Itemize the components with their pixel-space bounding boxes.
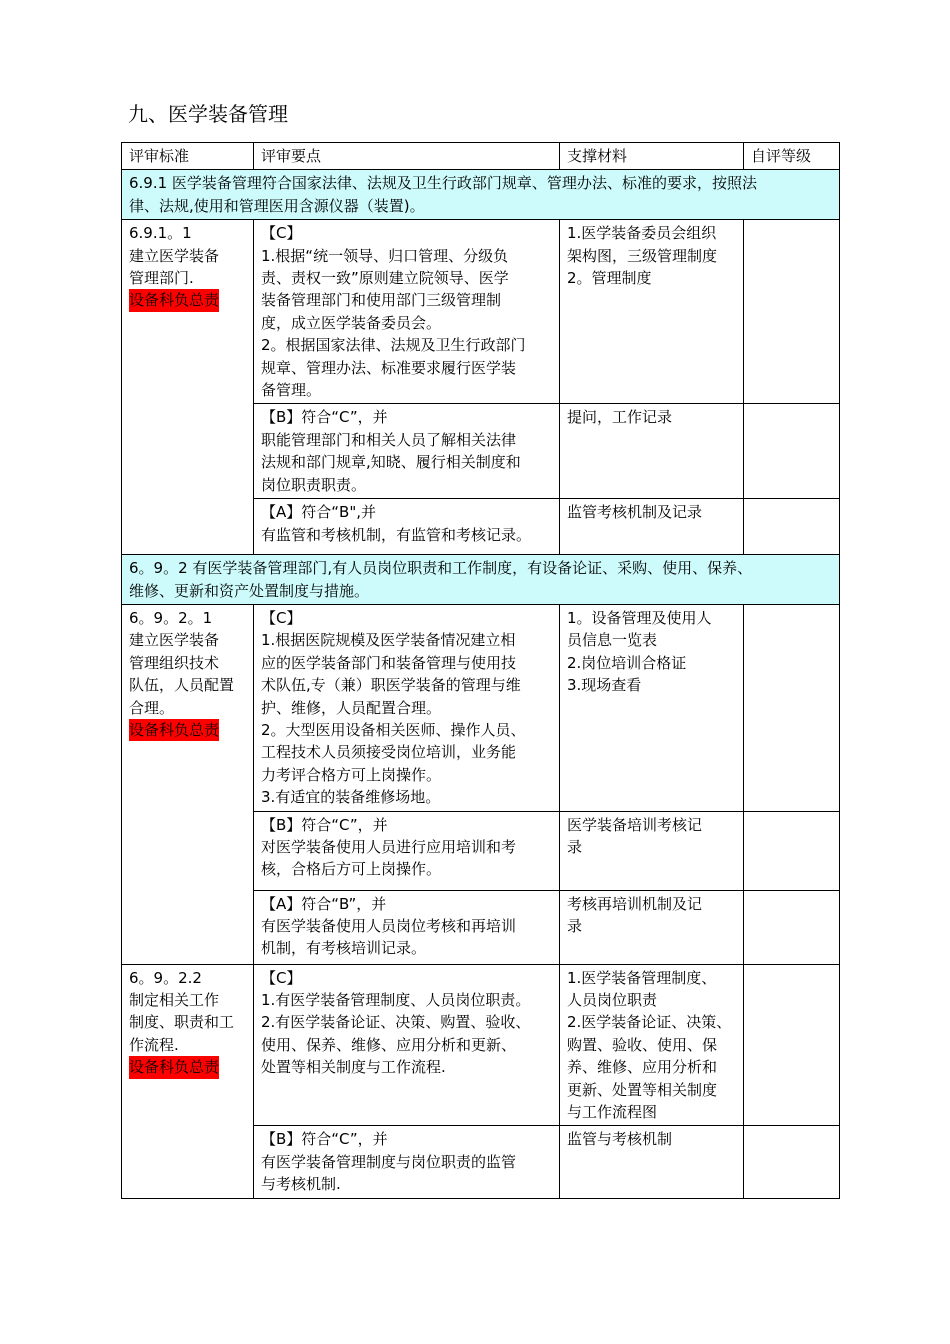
self-grade-cell[interactable] bbox=[744, 811, 840, 890]
material-line: 录 bbox=[567, 837, 583, 856]
point-line: 1.有医学装备管理制度、人员岗位职责。 bbox=[261, 990, 531, 1009]
self-grade-cell[interactable] bbox=[744, 499, 840, 555]
header-self-grade: 自评等级 bbox=[744, 143, 840, 170]
section-heading-line: 6.9.1 医学装备管理符合国家法律、法规及卫生行政部门规章、管理办法、标准的要求，按照法 bbox=[129, 174, 757, 193]
material-line: 考核再培训机制及记 bbox=[567, 894, 703, 913]
points-cell bbox=[254, 220, 560, 404]
section-heading-line: 维修、更新和资产处置制度与措施。 bbox=[129, 581, 370, 600]
table-row bbox=[122, 964, 840, 1126]
point-line: 【A】符合“B”，并 bbox=[261, 894, 387, 913]
table-row bbox=[122, 604, 840, 811]
materials-cell bbox=[560, 604, 744, 811]
standard-line: 建立医学装备 bbox=[129, 246, 220, 265]
standard-line: 6.9.1。1 bbox=[129, 224, 192, 243]
points-cell bbox=[254, 499, 560, 555]
point-line: 规章、管理办法、标准要求履行医学装 bbox=[261, 358, 517, 377]
responsibility-tag: 设备科负总责 bbox=[129, 719, 219, 741]
point-line: 有医学装备使用人员岗位考核和再培训 bbox=[261, 916, 517, 935]
point-line: 度，成立医学装备委员会。 bbox=[261, 313, 442, 332]
point-line: 3.有适宜的装备维修场地。 bbox=[261, 788, 441, 807]
section-heading bbox=[122, 170, 840, 220]
point-line: 【A】符合“B",并 bbox=[261, 503, 376, 522]
point-line: 护、维修，人员配置合理。 bbox=[261, 698, 442, 717]
material-line: 与工作流程图 bbox=[567, 1103, 658, 1121]
standard-line: 制定相关工作 bbox=[129, 990, 220, 1009]
materials-cell bbox=[560, 1126, 744, 1198]
point-line: 备管理。 bbox=[261, 381, 322, 400]
materials-cell bbox=[560, 811, 744, 890]
standard-line: 管理部门. bbox=[129, 269, 194, 288]
material-line: 提问，工作记录 bbox=[567, 408, 673, 427]
material-line: 员信息一览表 bbox=[567, 631, 658, 650]
points-cell bbox=[254, 604, 560, 811]
material-line: 人员岗位职责 bbox=[567, 990, 658, 1009]
material-line: 录 bbox=[567, 916, 583, 935]
point-line: 1.根据医院规模及医学装备情况建立相 bbox=[261, 631, 516, 650]
materials-cell bbox=[560, 404, 744, 499]
self-grade-cell[interactable] bbox=[744, 964, 840, 1126]
point-line: 【B】符合“C”，并 bbox=[261, 815, 388, 834]
material-line: 1.医学装备委员会组织 bbox=[567, 224, 717, 243]
standard-cell bbox=[122, 604, 254, 964]
point-line: 法规和部门规章,知晓、履行相关制度和 bbox=[261, 453, 521, 472]
material-line: 更新、处置等相关制度 bbox=[567, 1080, 718, 1099]
material-line: 1。设备管理及使用人 bbox=[567, 608, 712, 627]
material-line: 养、维修、应用分析和 bbox=[567, 1058, 718, 1077]
material-line: 医学装备培训考核记 bbox=[567, 815, 703, 834]
standard-line: 作流程. bbox=[129, 1035, 179, 1054]
materials-cell bbox=[560, 499, 744, 555]
page-title: 九、医学装备管理 bbox=[128, 102, 288, 126]
point-line: 有监管和考核机制，有监管和考核记录。 bbox=[261, 525, 532, 544]
point-line: 【C】 bbox=[261, 968, 302, 987]
self-grade-cell[interactable] bbox=[744, 890, 840, 964]
points-cell bbox=[254, 890, 560, 964]
section-heading-line: 6。9。2 有医学装备管理部门,有人员岗位职责和工作制度，有设备论证、采购、使用、保养、 bbox=[129, 559, 753, 578]
material-line: 监管与考核机制 bbox=[567, 1130, 673, 1149]
responsibility-tag: 设备科负总责 bbox=[129, 1056, 219, 1078]
standard-cell bbox=[122, 220, 254, 555]
standard-cell bbox=[122, 964, 254, 1198]
self-grade-cell[interactable] bbox=[744, 1126, 840, 1198]
points-cell bbox=[254, 964, 560, 1126]
point-line: 术队伍,专（兼）职医学装备的管理与维 bbox=[261, 676, 521, 695]
section-row bbox=[122, 170, 840, 220]
standard-line: 合理。 bbox=[129, 698, 175, 717]
standard-line: 建立医学装备 bbox=[129, 631, 220, 650]
point-line: 职能管理部门和相关人员了解相关法律 bbox=[261, 430, 517, 449]
standard-line: 制度、职责和工 bbox=[129, 1013, 235, 1032]
section-heading-line: 律、法规,使用和管理医用含源仪器（装置)。 bbox=[129, 196, 425, 215]
point-line: 与考核机制. bbox=[261, 1175, 341, 1194]
standard-line: 队伍，人员配置 bbox=[129, 676, 235, 695]
point-line: 2。大型医用设备相关医师、操作人员、 bbox=[261, 720, 526, 739]
table-row bbox=[122, 220, 840, 404]
header-materials: 支撑材料 bbox=[560, 143, 744, 170]
point-line: 核，合格后方可上岗操作。 bbox=[261, 860, 442, 879]
self-grade-cell[interactable] bbox=[744, 220, 840, 404]
materials-cell bbox=[560, 220, 744, 404]
points-cell bbox=[254, 811, 560, 890]
point-line: 1.根据“统一领导、归口管理、分级负 bbox=[261, 246, 509, 265]
point-line: 2。根据国家法律、法规及卫生行政部门 bbox=[261, 336, 526, 355]
materials-cell bbox=[560, 964, 744, 1126]
point-line: 机制，有考核培训记录。 bbox=[261, 939, 427, 958]
table-header-row bbox=[122, 143, 840, 170]
point-line: 装备管理部门和使用部门三级管理制 bbox=[261, 291, 502, 310]
material-line: 3.现场查看 bbox=[567, 676, 642, 695]
materials-cell bbox=[560, 890, 744, 964]
point-line: 【C】 bbox=[261, 224, 302, 243]
point-line: 应的医学装备部门和装备管理与使用技 bbox=[261, 653, 517, 672]
responsibility-tag: 设备科负总责 bbox=[129, 289, 219, 311]
section-row bbox=[122, 555, 840, 605]
point-line: 处置等相关制度与工作流程. bbox=[261, 1058, 446, 1077]
material-line: 架构图，三级管理制度 bbox=[567, 246, 718, 265]
standard-line: 6。9。2.2 bbox=[129, 968, 202, 987]
point-line: 【B】符合“C”，并 bbox=[261, 408, 388, 427]
evaluation-table bbox=[121, 142, 840, 1199]
point-line: 工程技术人员须接受岗位培训，业务能 bbox=[261, 743, 517, 762]
point-line: 力考评合格方可上岗操作。 bbox=[261, 765, 442, 784]
standard-line: 管理组织技术 bbox=[129, 653, 220, 672]
self-grade-cell[interactable] bbox=[744, 404, 840, 499]
header-points: 评审要点 bbox=[254, 143, 560, 170]
point-line: 岗位职责职责。 bbox=[261, 475, 367, 494]
header-standard: 评审标准 bbox=[122, 143, 254, 170]
material-line: 2。管理制度 bbox=[567, 269, 652, 288]
material-line: 监管考核机制及记录 bbox=[567, 503, 703, 522]
point-line: 有医学装备管理制度与岗位职责的监管 bbox=[261, 1152, 517, 1171]
material-line: 2.医学装备论证、决策、 bbox=[567, 1013, 732, 1032]
material-line: 2.岗位培训合格证 bbox=[567, 653, 687, 672]
section-heading bbox=[122, 555, 840, 605]
material-line: 购置、验收、使用、保 bbox=[567, 1035, 718, 1054]
point-line: 对医学装备使用人员进行应用培训和考 bbox=[261, 837, 517, 856]
points-cell bbox=[254, 404, 560, 499]
point-line: 【B】符合“C”，并 bbox=[261, 1130, 388, 1149]
point-line: 2.有医学装备论证、决策、购置、验收、 bbox=[261, 1013, 531, 1032]
point-line: 【C】 bbox=[261, 608, 302, 627]
point-line: 责、责权一致”原则建立院领导、医学 bbox=[261, 269, 509, 288]
standard-line: 6。9。2。1 bbox=[129, 608, 213, 627]
material-line: 1.医学装备管理制度、 bbox=[567, 968, 717, 987]
self-grade-cell[interactable] bbox=[744, 604, 840, 811]
points-cell bbox=[254, 1126, 560, 1198]
point-line: 使用、保养、维修、应用分析和更新、 bbox=[261, 1035, 517, 1054]
